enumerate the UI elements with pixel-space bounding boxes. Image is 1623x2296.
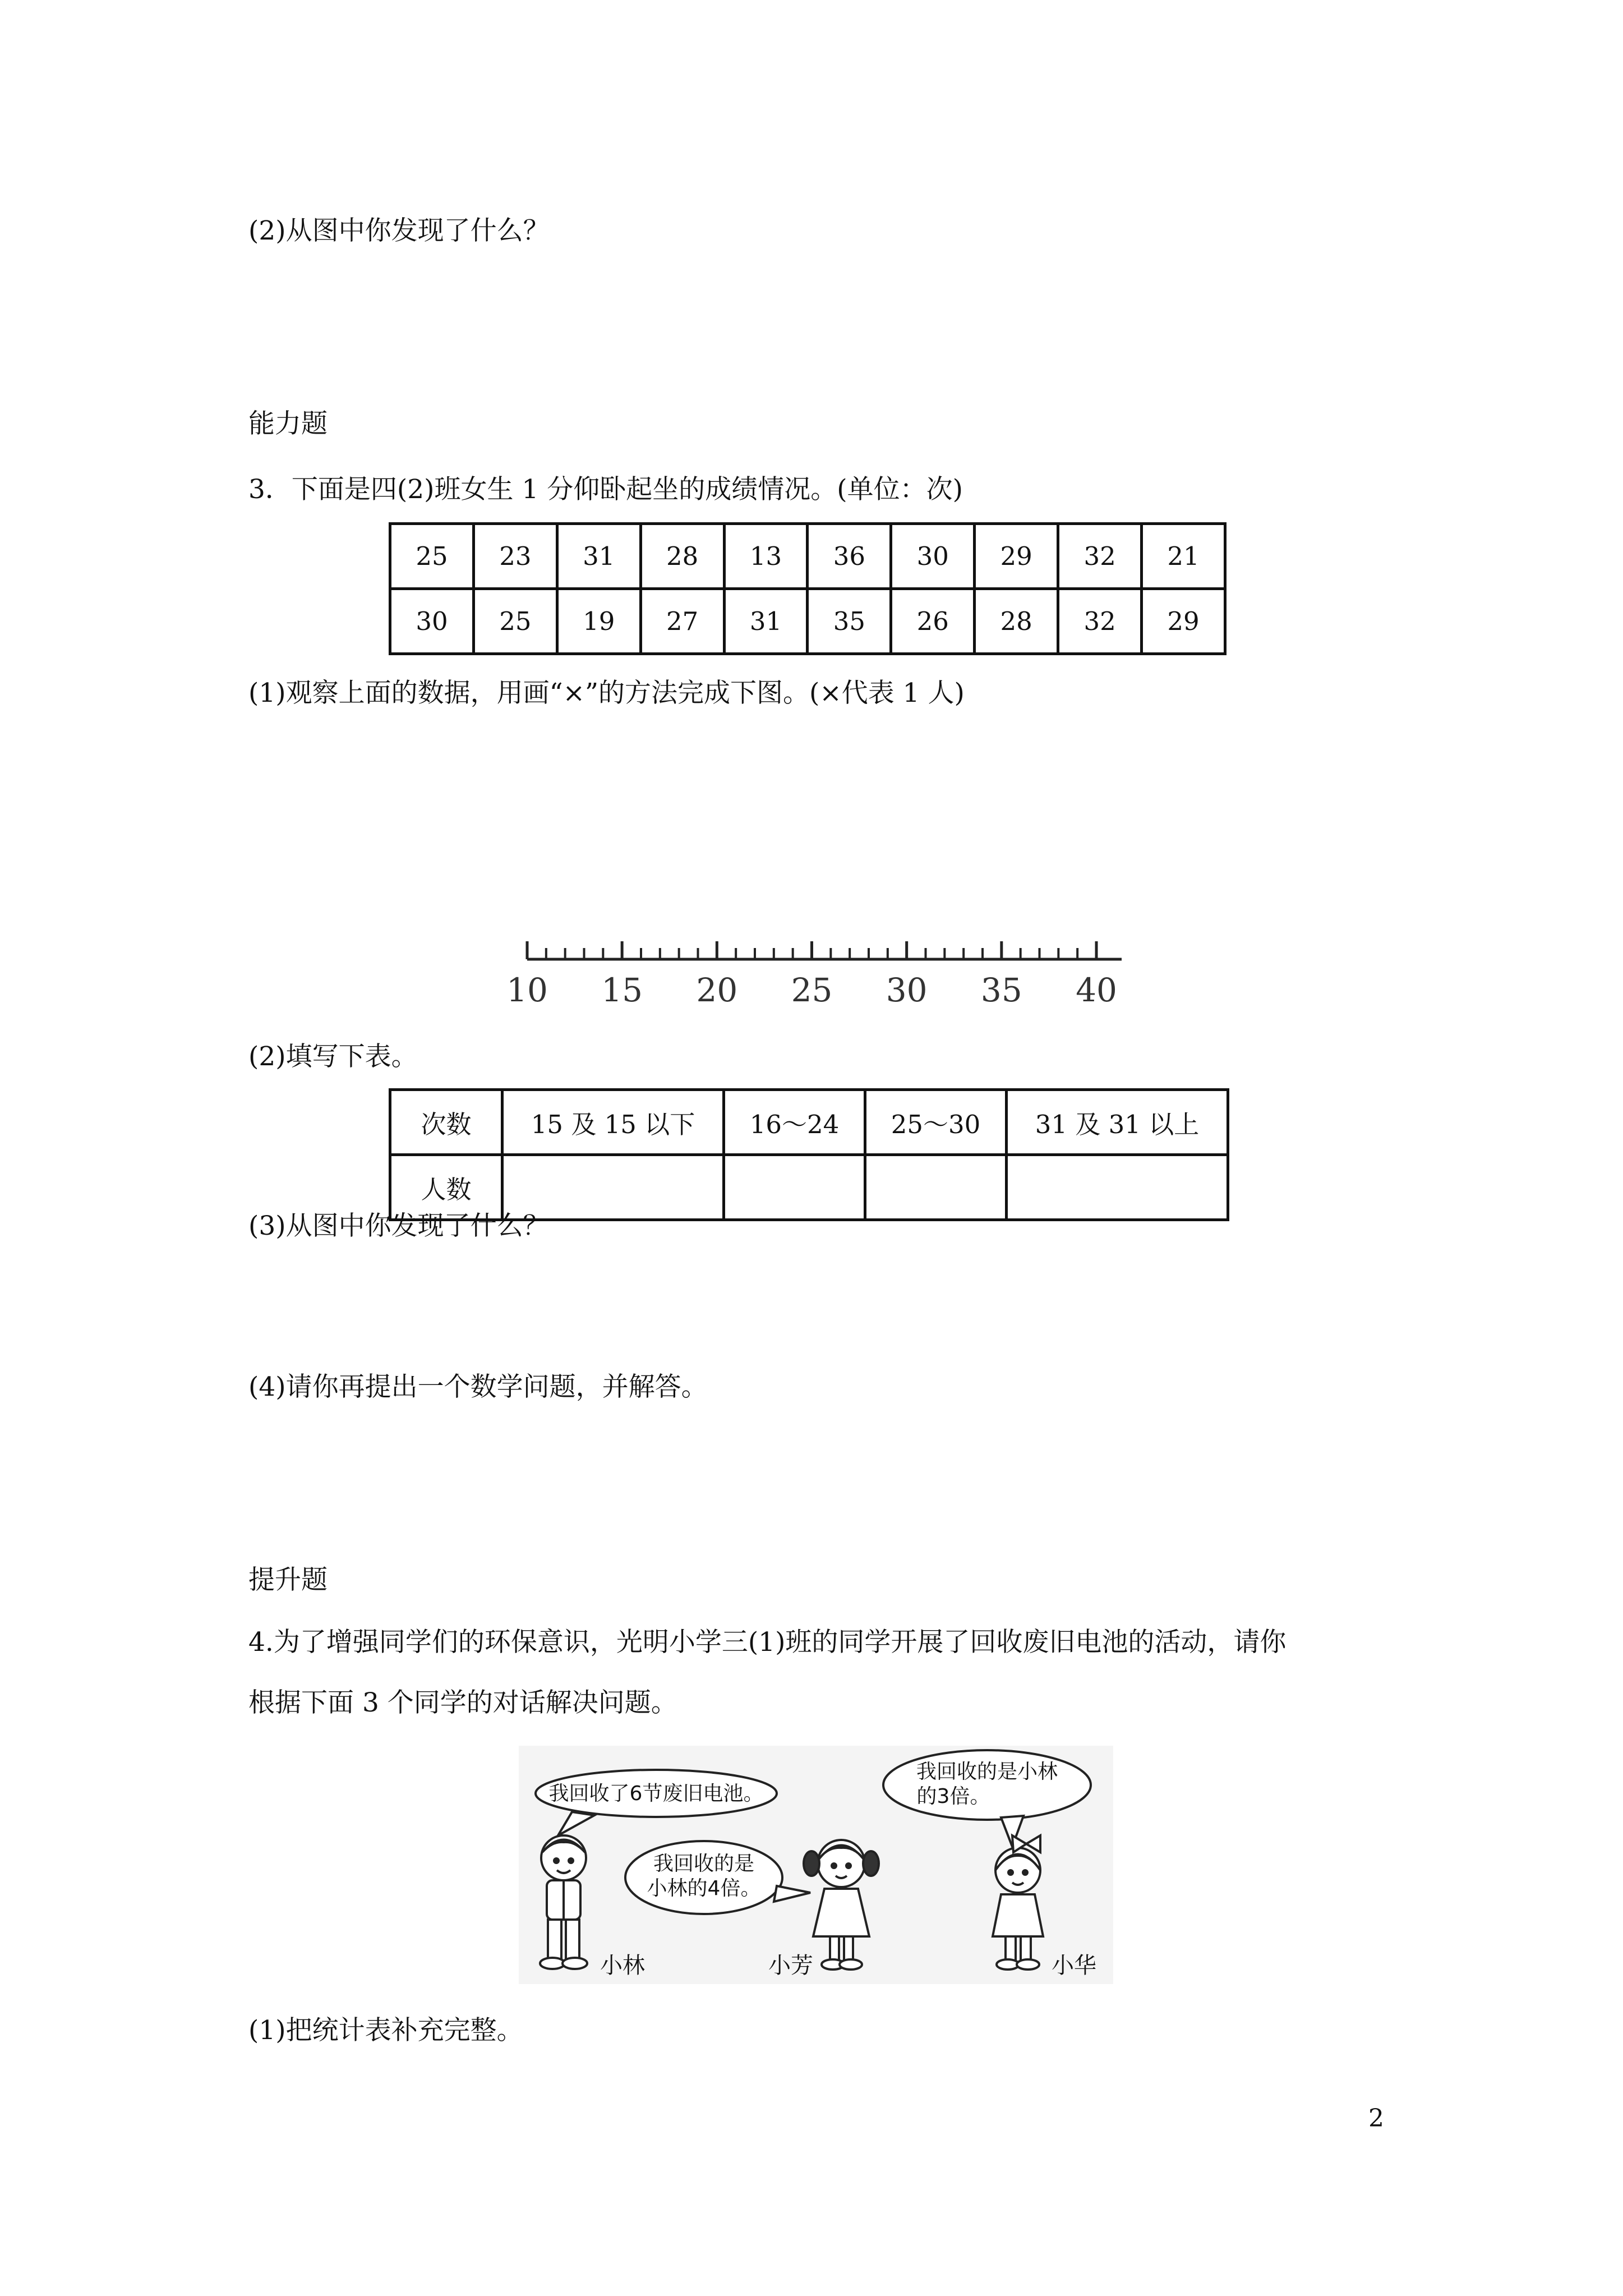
table-cell: 30 — [891, 524, 975, 589]
axis-tick-label: 35 — [980, 971, 1022, 1009]
table-row — [390, 524, 1225, 589]
bubble-xiaohua-text-2: 的3倍。 — [916, 1785, 990, 1808]
table-cell: 31 — [724, 589, 808, 654]
table-cell: 25 — [390, 524, 474, 589]
table-cell: 23 — [473, 524, 557, 589]
name-xiaohua: 小华 — [1052, 1953, 1096, 1978]
axis-tick-label: 15 — [601, 971, 643, 1009]
table-header-cell: 人数 — [390, 1155, 502, 1220]
name-xiaolin: 小林 — [600, 1953, 645, 1978]
three-children-illustration — [519, 1746, 1113, 1984]
table-header-cell: 16～24 — [724, 1090, 865, 1155]
number-line-axis — [502, 931, 1136, 1010]
axis-tick-label: 10 — [506, 971, 548, 1009]
answer-cell[interactable] — [1007, 1155, 1228, 1220]
table-cell: 26 — [891, 589, 975, 654]
bubble-xiaofang-text-1: 我回收的是 — [653, 1852, 755, 1875]
answer-cell[interactable] — [865, 1155, 1007, 1220]
q3-stem: 3．下面是四(2)班女生 1 分仰卧起坐的成绩情况。(单位：次) — [248, 474, 963, 505]
q4-line1: 4.为了增强同学们的环保意识，光明小学三(1)班的同学开展了回收废旧电池的活动，请你 — [248, 1627, 1287, 1658]
page-number: 2 — [1368, 2104, 1384, 2133]
bubble-xiaolin-text: 我回收了6节废旧电池。 — [548, 1782, 764, 1805]
table-cell: 19 — [557, 589, 640, 654]
table-cell: 28 — [640, 524, 724, 589]
table-cell: 27 — [640, 589, 724, 654]
table-header-cell: 31 及 31 以上 — [1007, 1090, 1228, 1155]
table-cell: 13 — [724, 524, 808, 589]
table-cell: 21 — [1142, 524, 1225, 589]
q4-line2: 根据下面 3 个同学的对话解决问题。 — [248, 1687, 677, 1718]
axis-labels — [506, 971, 1117, 1009]
q3-sub1: (1)观察上面的数据，用画“×”的方法完成下图。(×代表 1 人) — [248, 678, 965, 708]
table-cell: 28 — [975, 589, 1058, 654]
section-advanced-title: 提升题 — [248, 1565, 328, 1595]
table-cell: 36 — [808, 524, 891, 589]
table-cell: 32 — [1058, 524, 1142, 589]
table-cell: 35 — [808, 589, 891, 654]
table-cell: 32 — [1058, 589, 1142, 654]
axis-tick-label: 20 — [696, 971, 738, 1009]
answer-cell[interactable] — [724, 1155, 865, 1220]
q3-sub2: (2)填写下表。 — [248, 1041, 418, 1072]
q3-sub4: (4)请你再提出一个数学问题，并解答。 — [248, 1372, 708, 1402]
bubble-xiaohua-text-1: 我回收的是小林 — [916, 1760, 1058, 1783]
table-header-cell: 25～30 — [865, 1090, 1007, 1155]
table-header-cell: 次数 — [390, 1090, 502, 1155]
q3-sub3: (3)从图中你发现了什么？ — [248, 1211, 550, 1241]
table-cell: 31 — [557, 524, 640, 589]
section-ability-title: 能力题 — [248, 408, 328, 439]
table-cell: 30 — [390, 589, 474, 654]
table-cell: 25 — [473, 589, 557, 654]
bubble-xiaofang-text-2: 小林的4倍。 — [647, 1877, 761, 1900]
table-row — [390, 1090, 1228, 1155]
table-header-cell: 15 及 15 以下 — [502, 1090, 724, 1155]
scores-table — [389, 522, 1227, 655]
q2-sub2: (2)从图中你发现了什么？ — [248, 215, 550, 246]
table-row — [390, 589, 1225, 654]
table-cell: 29 — [975, 524, 1058, 589]
axis-ticks — [527, 941, 1096, 959]
axis-tick-label: 40 — [1076, 971, 1117, 1009]
table-cell: 29 — [1142, 589, 1225, 654]
classification-table — [389, 1088, 1229, 1221]
q4-sub1: (1)把统计表补充完整。 — [248, 2015, 523, 2046]
name-xiaofang: 小芳 — [768, 1953, 813, 1978]
axis-tick-label: 25 — [791, 971, 833, 1009]
axis-tick-label: 30 — [886, 971, 928, 1009]
